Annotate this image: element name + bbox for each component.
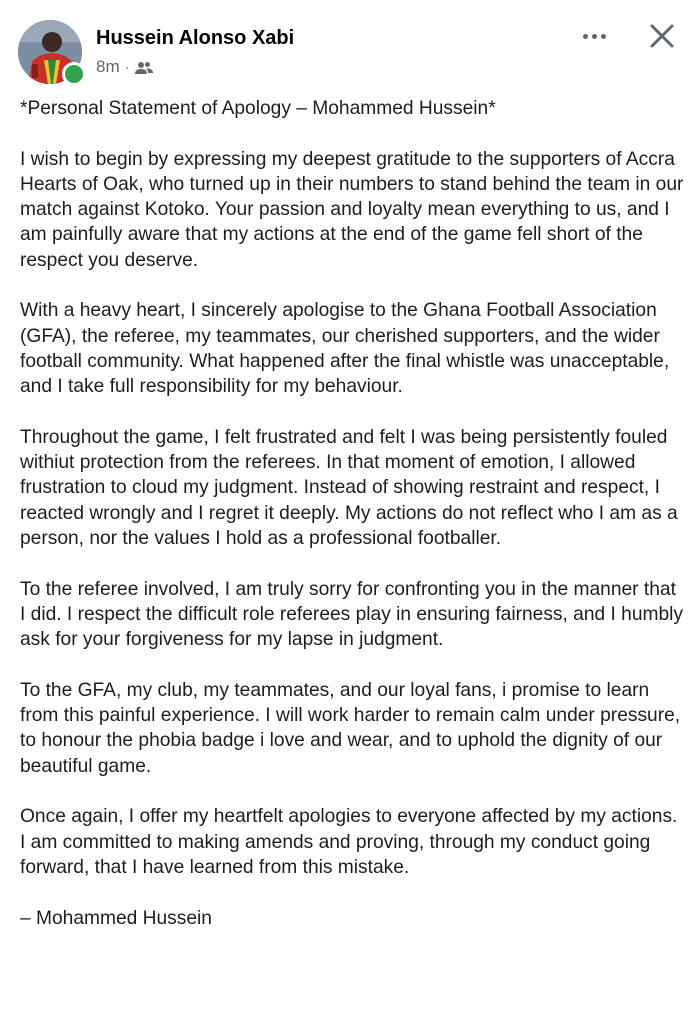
more-options-icon	[601, 34, 606, 39]
paragraph-frustration: Throughout the game, I felt frustrated and felt I was being persistently fouled withiut protection from the referees. In that moment of emotion, I allowed frustration to cloud my judgment. Instead of showing restraint and respect, I reacted wrongly and I regret it deeply. My actions do not reflect who I am as a person, nor the values I hold as a professional footballer.	[20, 426, 678, 550]
close-icon	[644, 18, 680, 54]
more-options-button[interactable]	[574, 22, 614, 50]
more-options-icon	[583, 34, 588, 39]
paragraph-gratitude: I wish to begin by expressing my deepest gratitude to the supporters of Accra Hearts of Oak, who turned up in their numbers to stand behind the team in our match against Kotoko. Your passion and loyalty mean everything to us, and I am painfully aware that my actions at the end of the game fell short of the respect you deserve.	[20, 148, 684, 271]
paragraph-closing: Once again, I offer my heartfelt apologies to everyone affected by my actions. I am committed to making amends and proving, through my conduct going forward, that I have learned from this mistake.	[20, 806, 678, 878]
post-text	[20, 96, 684, 931]
post-meta	[96, 57, 153, 77]
online-status-indicator	[62, 62, 86, 86]
close-button[interactable]	[644, 18, 680, 54]
paragraph-apology: With a heavy heart, I sincerely apologise to the Ghana Football Association (GFA), the referee, my teammates, our cherished supporters, and the wider football community. What happened after the final whistle was unacceptable, and I take full responsibility for my behaviour.	[20, 300, 670, 398]
signature: – Mohammed Hussein	[20, 907, 212, 929]
paragraph-referee: To the referee involved, I am truly sorry for confronting you in the manner that I did. I respect the difficult role referees play in ensuring fairness, and I humbly ask for your forgiveness for my lapse in judgment.	[20, 578, 684, 651]
meta-separator: ·	[124, 59, 130, 75]
post-timestamp[interactable]: 8m	[96, 57, 120, 76]
post-header	[0, 0, 698, 90]
author-name[interactable]: Hussein Alonso Xabi	[96, 27, 295, 49]
statement-title: *Personal Statement of Apology – Mohammed Hussein*	[20, 98, 496, 119]
friends-icon[interactable]	[135, 60, 153, 74]
more-options-icon	[592, 34, 597, 39]
paragraph-promise: To the GFA, my club, my teammates, and our loyal fans, i promise to learn from this painful experience. I will work harder to remain calm under pressure, to honour the phobia badge i love and wear, and to uphold the dignity of our beautiful game.	[20, 679, 681, 777]
